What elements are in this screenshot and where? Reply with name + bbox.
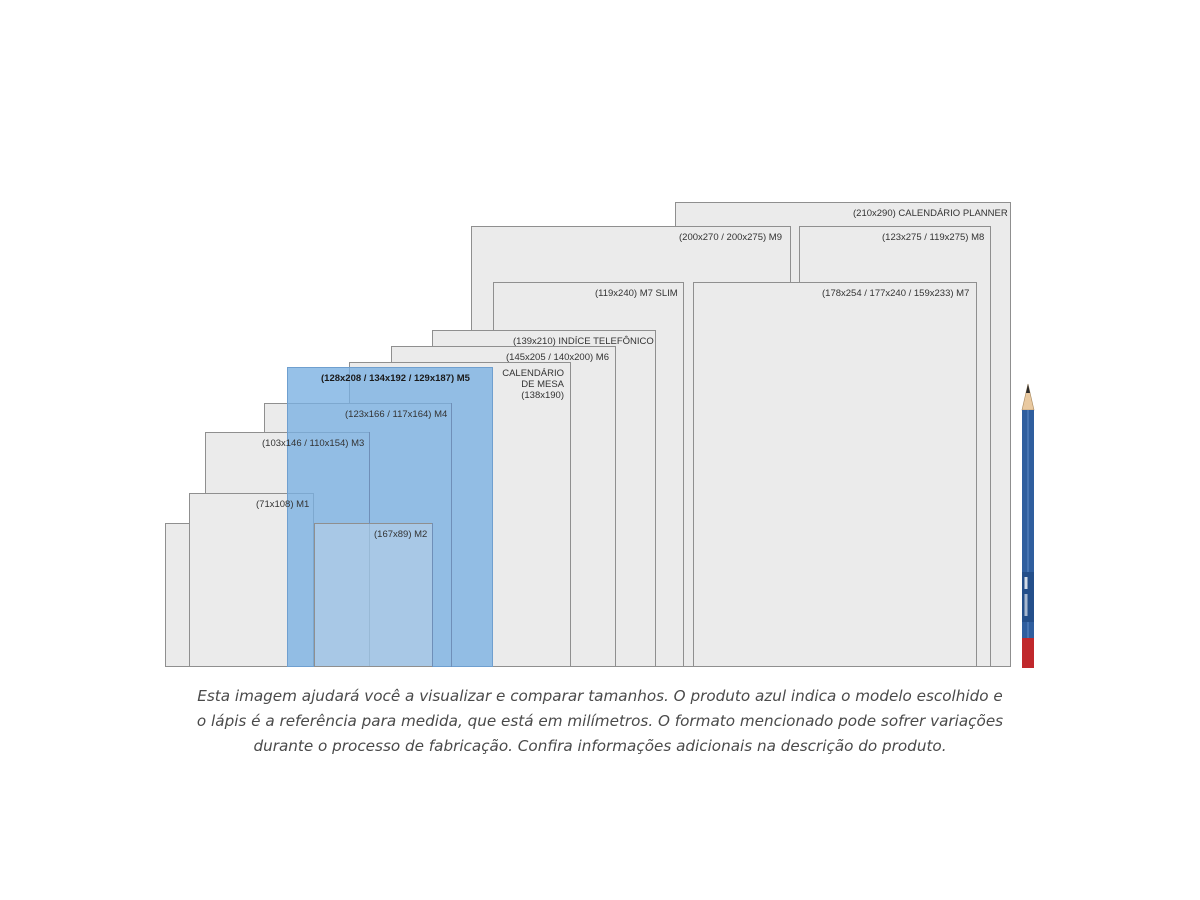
caption-line-1: Esta imagem ajudará você a visualizar e comparar tamanhos. O produto azul indica o modelo escolhido e [197,687,1003,705]
m4-edge-line [451,403,452,667]
label-m5: (128x208 / 134x192 / 129x187) M5 [321,373,470,384]
size-rect-m2 [314,523,433,667]
label-m8: (123x275 / 119x275) M8 [882,232,985,243]
label-calendario-line3: (138x190) [521,390,564,401]
label-calendario-de-mesa [496,368,564,401]
pencil-icon [1018,382,1038,668]
label-calendario-line1: CALENDÁRIO [502,368,564,379]
label-m7-slim: (119x240) M7 SLIM [595,288,678,299]
label-m6: (145x205 / 140x200) M6 [506,352,609,363]
m2-edge-line [432,523,433,667]
label-planner: (210x290) CALENDÁRIO PLANNER [853,208,1008,219]
label-m3: (103x146 / 110x154) M3 [262,438,365,449]
label-m1: (71x108) M1 [256,499,310,510]
label-m2: (167x89) M2 [374,529,428,540]
label-indice-telefonico: (139x210) INDÍCE TELEFÔNICO [513,336,654,347]
caption-line-3: durante o processo de fabricação. Confira informações adicionais na descrição do produto. [253,737,947,755]
caption-line-2: o lápis é a referência para medida, que está em milímetros. O formato mencionado pode sofrer variações [196,712,1004,730]
label-m9: (200x270 / 200x275) M9 [679,232,782,243]
caption-text [190,684,1010,759]
label-calendario-line2: DE MESA [521,379,564,390]
label-m4: (123x166 / 117x164) M4 [345,409,448,420]
size-rect-m7 [693,282,977,667]
label-m7: (178x254 / 177x240 / 159x233) M7 [822,288,970,299]
m3-edge-line [369,432,370,524]
